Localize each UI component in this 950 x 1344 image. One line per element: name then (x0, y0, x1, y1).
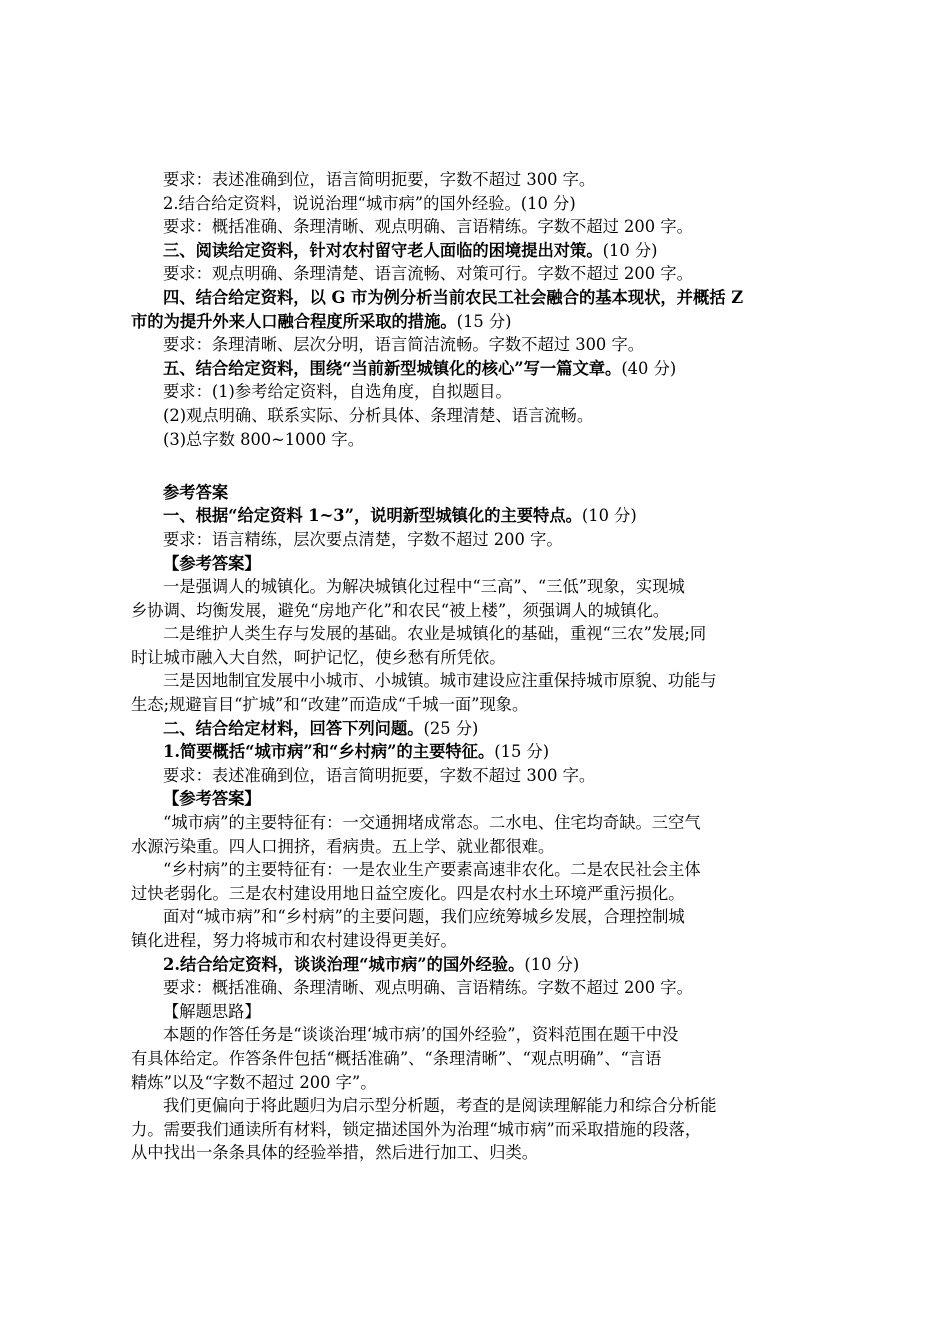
text-line: 时让城市融入大自然，呵护记忆，使乡愁有所凭依。 (131, 647, 506, 667)
question-heading-line (0, 717, 950, 741)
text-line: “乡村病”的主要特征有：一是农业生产要素高速非农化。二是农民社会主体 (163, 860, 701, 880)
question-points: (15 分) (494, 742, 550, 762)
text-line: 从中找出一条条具体的经验举措，然后进行加工、归类。 (131, 1143, 539, 1163)
text-line: (2)观点明确、联系实际、分析具体、条理清楚、语言流畅。 (163, 405, 594, 425)
document-body (0, 168, 950, 1165)
question-points: (10 分) (524, 954, 580, 974)
text-line: 三是因地制宜发展中小城市、小城镇。城市建设应注重保持城市原貌、功能与 (163, 671, 717, 691)
text-line: 力。需要我们通读所有材料，锁定描述国外为治理“城市病”而采取措施的段落， (131, 1119, 702, 1139)
question-points: (10 分) (602, 240, 658, 260)
text-line: 要求：观点明确、条理清楚、语言流畅、对策可行。字数不超过 200 字。 (163, 264, 693, 284)
answer-label: 【参考答案】 (163, 789, 261, 809)
text-line: 要求：概括准确、条理清晰、观点明确、言语精练。字数不超过 200 字。 (163, 217, 693, 237)
section-label: 【解题思路】 (163, 1001, 261, 1021)
question-heading-line (0, 310, 950, 334)
text-line: 要求：条理清晰、层次分明，语言简洁流畅。字数不超过 300 字。 (163, 335, 645, 355)
question-heading: 市的为提升外来人口融合程度所采取的措施。 (131, 311, 457, 331)
text-line: 二是维护人类生存与发展的基础。农业是城镇化的基础，重视“三农”发展;同 (163, 624, 707, 644)
text-line: “城市病”的主要特征有：一交通拥堵成常态。二水电、住宅均奇缺。三空气 (163, 813, 701, 833)
text-line: 生态;规避盲目“扩城”和“改建”而造成“千城一面”现象。 (131, 695, 529, 715)
blank-line (0, 451, 950, 475)
text-line: 一是强调人的城镇化。为解决城镇化过程中“三高”、“三低”现象，实现城 (163, 577, 685, 597)
answer-label: 【参考答案】 (163, 553, 261, 573)
question-heading: 2.结合给定资料，谈谈治理“城市病”的国外经验。 (163, 954, 525, 974)
question-points: (40 分) (621, 358, 677, 378)
text-line: 要求：语言精练，层次要点清楚，字数不超过 200 字。 (163, 529, 563, 549)
question-heading: 一、根据“给定资料 1~3”，说明新型城镇化的主要特点。 (163, 506, 582, 526)
question-heading: 五、结合给定资料，围绕“当前新型城镇化的核心”写一篇文章。 (163, 358, 622, 378)
question-heading-line (0, 953, 950, 977)
question-heading-line (0, 504, 950, 528)
text-line: 水源污染重。四人口拥挤，看病贵。五上学、就业都很难。 (131, 836, 555, 856)
text-line: 要求：(1)参考给定资料，自选角度，自拟题目。 (163, 382, 512, 402)
question-points: (10 分) (581, 506, 637, 526)
question-heading-line (0, 239, 950, 263)
text-line: 2.结合给定资料，说说治理“城市病”的国外经验。(10 分) (163, 193, 576, 213)
question-points: (25 分) (423, 718, 479, 738)
text-line: 镇化进程，努力将城市和农村建设得更美好。 (131, 931, 457, 950)
text-line: 乡协调、均衡发展，避免“房地产化”和农民“被上楼”，须强调人的城镇化。 (131, 600, 670, 620)
text-line: 面对“城市病”和“乡村病”的主要问题，我们应统筹城乡发展，合理控制城 (163, 907, 685, 927)
text-line: 我们更偏向于将此题归为启示型分析题，考查的是阅读理解能力和综合分析能 (163, 1096, 717, 1116)
question-heading: 二、结合给定材料，回答下列问题。 (163, 718, 424, 738)
text-line: 过快老弱化。三是农村建设用地日益空废化。四是农村水土环境严重污损化。 (131, 883, 685, 903)
question-heading: 三、阅读给定资料，针对农村留守老人面临的困境提出对策。 (163, 240, 603, 260)
text-line: 要求：概括准确、条理清晰、观点明确、言语精练。字数不超过 200 字。 (163, 978, 693, 998)
question-points: (15 分) (456, 311, 512, 331)
question-heading-line (0, 740, 950, 764)
text-line: 有具体给定。作答条件包括“概括准确”、“条理清晰”、“观点明确”、“言语 (131, 1048, 662, 1068)
text-line: 本题的作答任务是“谈谈治理‘城市病’的国外经验”，资料范围在题干中没 (163, 1025, 679, 1045)
text-line: 要求：表述准确到位，语言简明扼要，字数不超过 300 字。 (163, 170, 596, 189)
text-line: 精炼”以及“字数不超过 200 字”。 (131, 1072, 377, 1092)
question-heading: 四、结合给定资料，以 G 市为例分析当前农民工社会融合的基本现状，并概括 Z (163, 287, 744, 307)
text-line: (3)总字数 800~1000 字。 (163, 429, 364, 449)
text-line: 要求：表述准确到位，语言简明扼要，字数不超过 300 字。 (163, 765, 596, 785)
question-heading-line (0, 357, 950, 381)
question-heading: 1.简要概括“城市病”和“乡村病”的主要特征。 (163, 742, 495, 762)
section-title: 参考答案 (163, 482, 229, 502)
